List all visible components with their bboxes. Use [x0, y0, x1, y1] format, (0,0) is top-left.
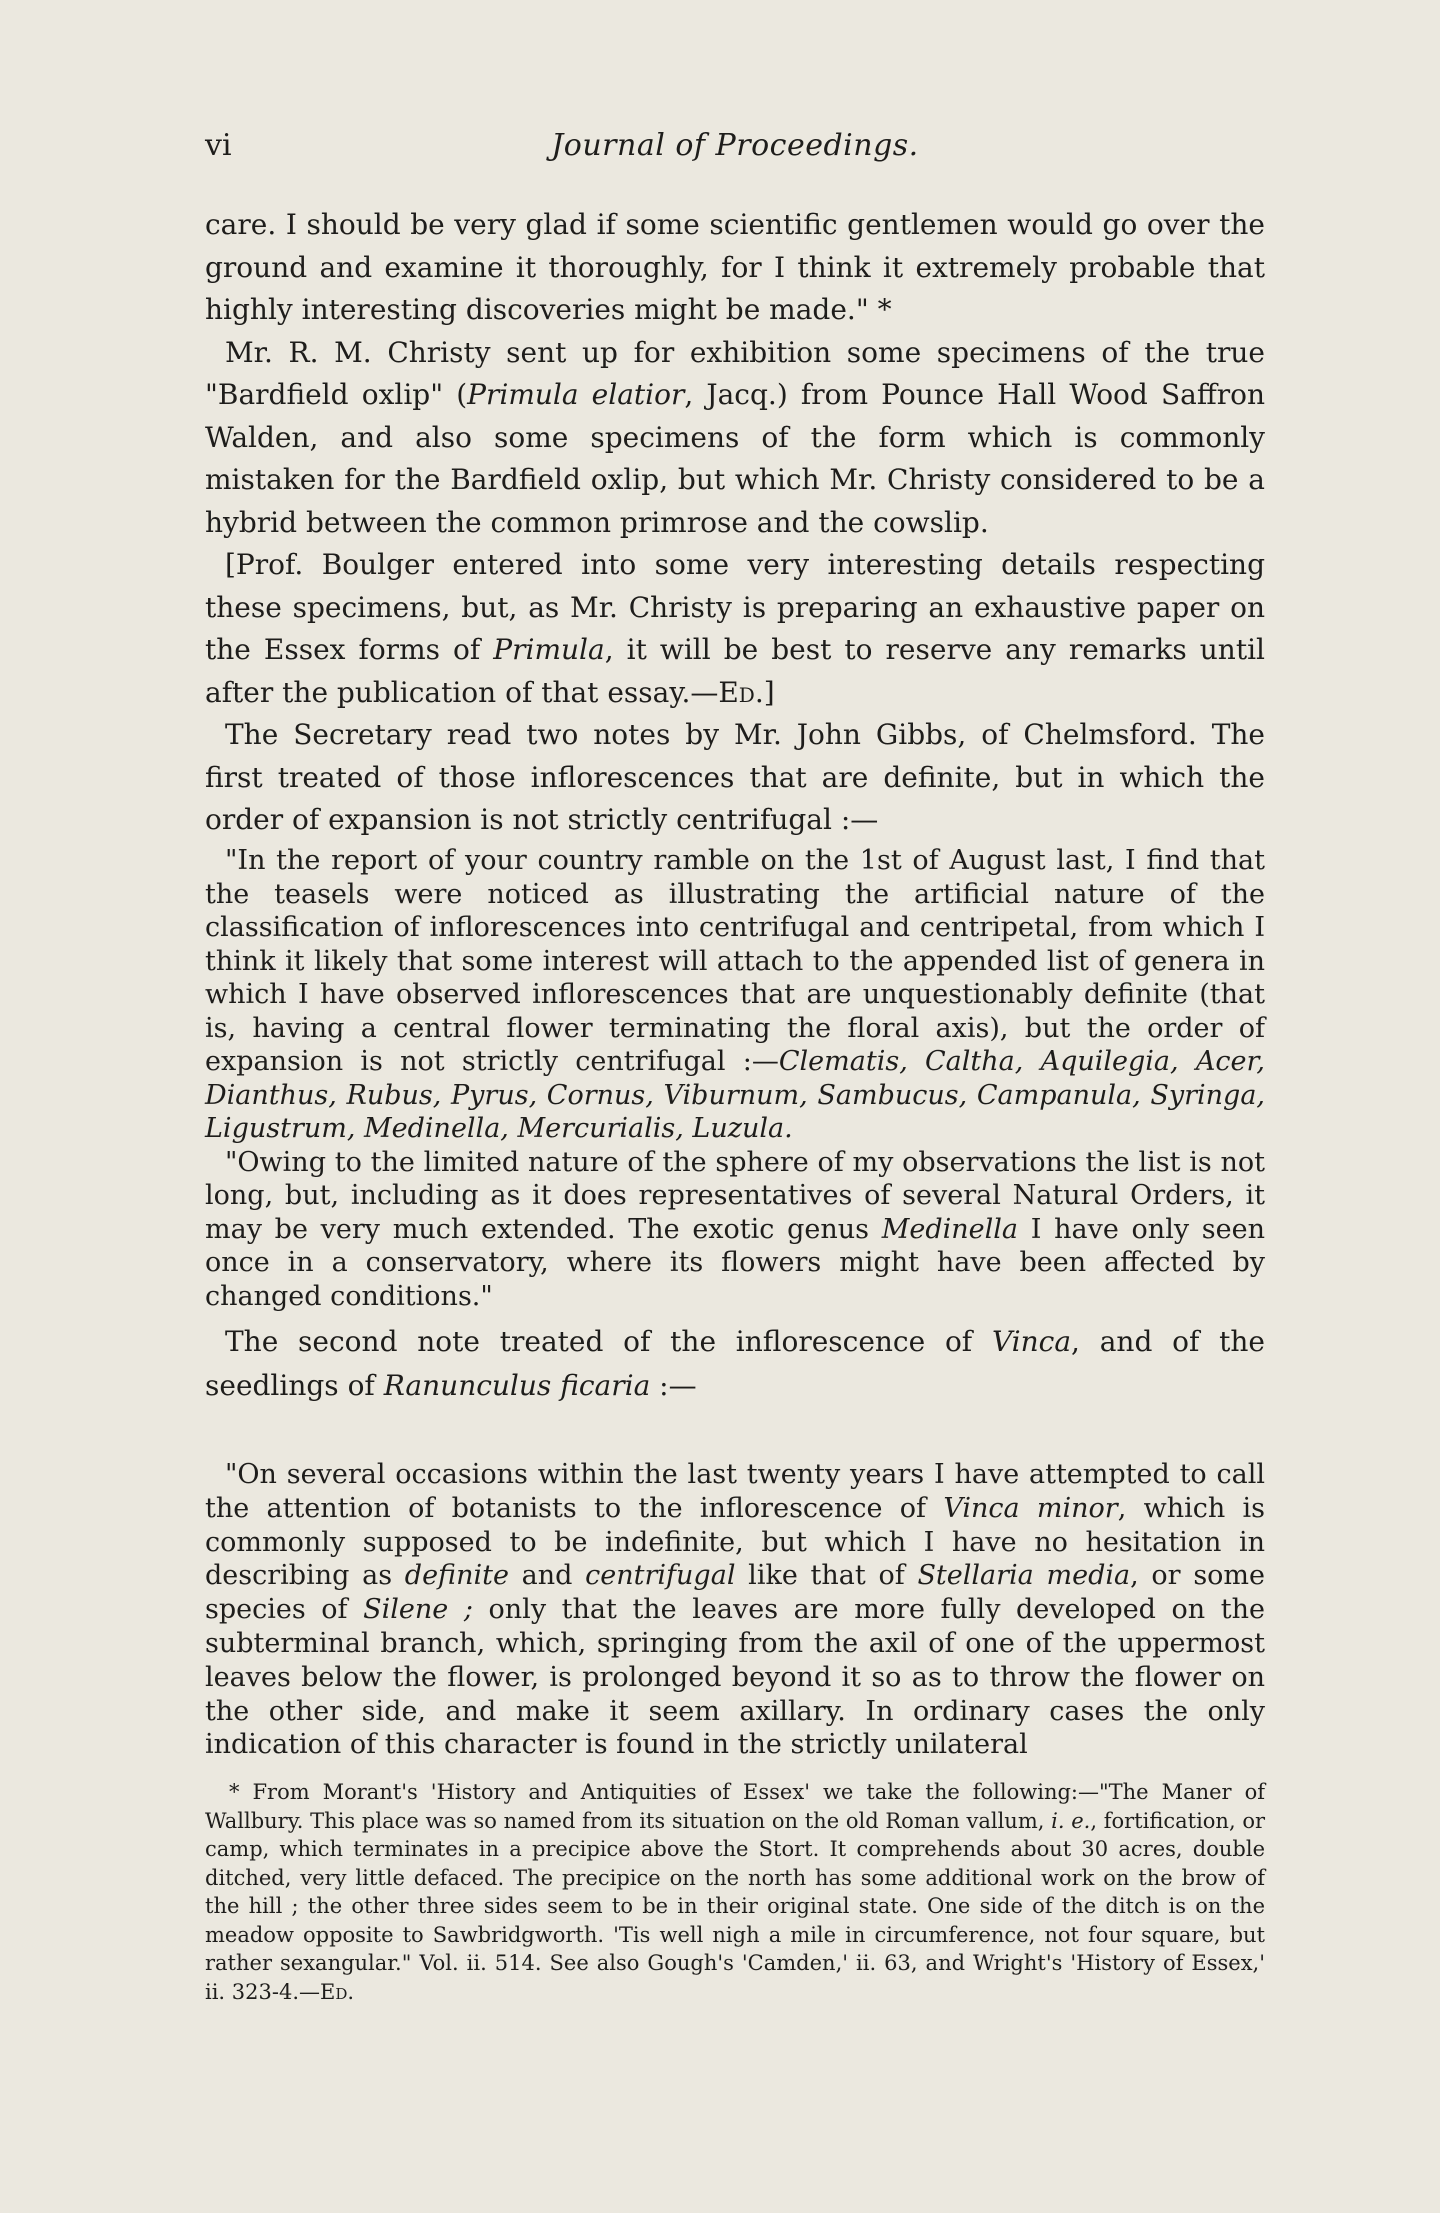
page-number: vi [205, 128, 232, 163]
body-section-1 [205, 204, 1265, 842]
paragraph-secretary: The Secretary read two notes by Mr. John Gibbs, of Chelmsford. The first treated of those inflorescences that are definite, but in which the order of expansion is not strictly centrifugal :— [205, 718, 1265, 836]
quote-vinca: "On several occasions within the last twenty years I have attempted to call the attention of botanists to the inflorescence of Vinca minor, which is commonly supposed to be indefinite, but which I have no hesitation in describing as definite and centrifugal like that of Stellaria media, or some species of Silene ; only that the leaves are more fully developed on the subterminal branch, which, springing from the axil of one of the uppermost leaves below the flower, is prolonged beyond it so as to throw the flower on the other side, and make it seem axillary. In ordinary cases the only indication of this character is found in the strictly unilateral [205, 1459, 1266, 1761]
footnote-text: * From Morant's 'History and Antiquities of Essex' we take the following:—"The Maner of Wallbury. This place was so named from its situation on the old Roman vallum, i. e., fortification, or camp, which terminates in a precipice above the Stort. It comprehends about 30 acres, double ditched, very little defaced. The precipice on the north has some additional work on the brow of the hill ; the other three sides seem to be in their original state. One side of the ditch is on the meadow opposite to Sawbridgworth. 'Tis well nigh a mile in circumference, not four square, but rather sexangular." Vol. ii. 514. See also Gough's 'Camden,' ii. 63, and Wright's 'History of Essex,' ii. 323-4.—Ed. [205, 1780, 1266, 2004]
paragraph-boulger: [Prof. Boulger entered into some very interesting details respecting these specimens, but, as Mr. Christy is preparing an exhaustive paper on the Essex forms of Primula, it will be best to reserve any remarks until after the publication of that essay.—Ed.] [205, 548, 1266, 709]
paragraph-second-note: The second note treated of the inflorescence of Vinca, and of the seedlings of Ranunculus ficaria :— [205, 1325, 1265, 1402]
running-title: Journal of Proceedings. [551, 128, 919, 163]
quote-observations: "Owing to the limited nature of the sphere of my observations the list is not long, but, including as it does representatives of several Natural Orders, it may be very much extended. The exotic genus Medinella I have only seen once in a conservatory, where its flowers might have been affected by changed conditions." [205, 1146, 1265, 1312]
page-header [205, 128, 1265, 168]
body-section-2 [205, 1320, 1265, 1408]
quote-section-1 [205, 844, 1265, 1313]
quote-teasels: "In the report of your country ramble on the 1st of August last, I find that the teasels were noticed as illustrating the artificial nature of the classification of inflorescences into centrifugal and centripetal, from which I think it likely that some interest will attach to the appended list of genera in which I have observed inflorescences that are unquestionably definite (that is, having a central flower terminating the floral axis), but the order of expansion is not strictly centrifugal :—Clematis, Caltha, Aquilegia, Acer, Dianthus, Rubus, Pyrus, Cornus, Viburnum, Sambucus, Campanula, Syringa, Ligustrum, Medinella, Mercurialis, Luzula. [205, 845, 1265, 1144]
paragraph-continuation: care. I should be very glad if some scientific gentlemen would go over the ground and examine it thoroughly, for I think it extremely probable that highly interesting discoveries might be made." * [205, 208, 1265, 326]
footnote [205, 1778, 1265, 2006]
quote-section-2 [205, 1458, 1265, 1762]
paragraph-christy: Mr. R. M. Christy sent up for exhibition some specimens of the true "Bardfield oxlip" (Primula elatior, Jacq.) from Pounce Hall Wood Saffron Walden, and also some specimens of the form which is commonly mistaken for the Bardfield oxlip, but which Mr. Christy considered to be a hybrid between the common primrose and the cowslip. [205, 335, 1266, 539]
